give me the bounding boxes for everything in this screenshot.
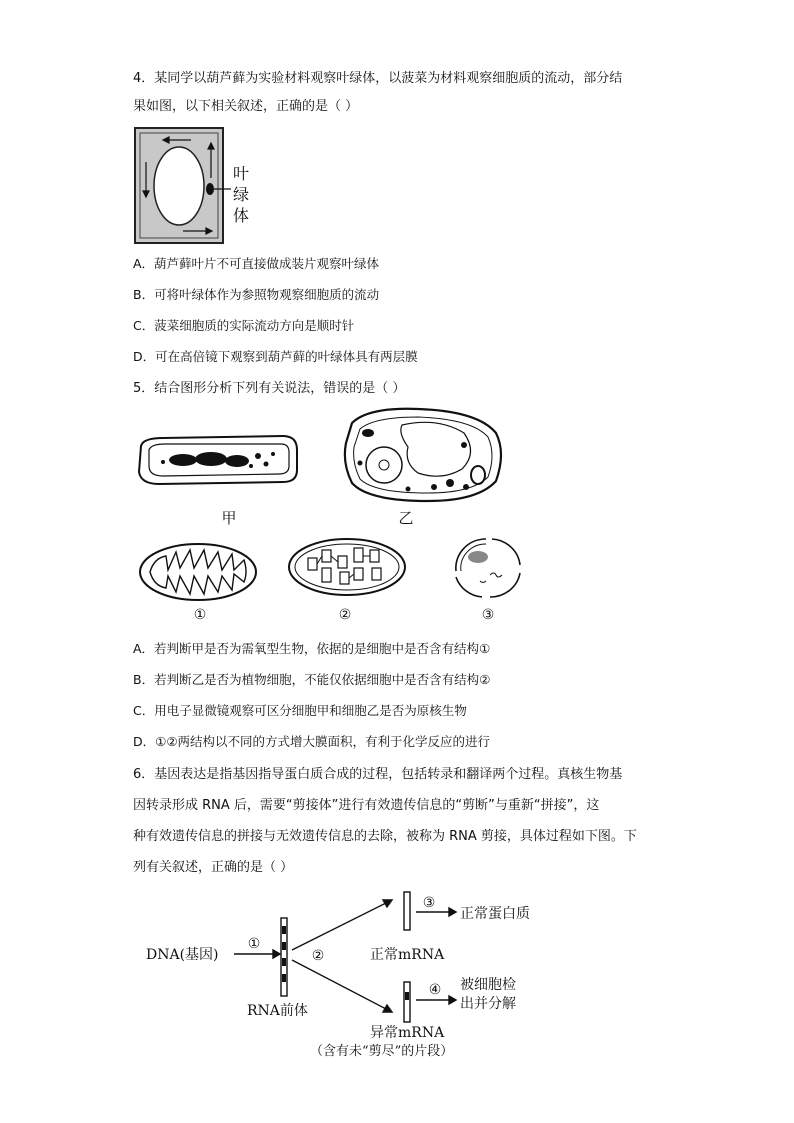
q6-stem-line1: 6．基因表达是指基因指导蛋白质合成的过程，包括转录和翻译两个过程。真核生物基: [133, 767, 623, 782]
diagram-step4: ④: [428, 982, 442, 998]
vacuole: [154, 147, 204, 225]
chloroplast-structure-figure: [286, 536, 408, 598]
q6-stem-line3: 种有效遗传信息的拼接与无效遗传信息的去除，被称为 RNA 剪接，具体过程如下图。下: [133, 829, 637, 844]
q4-option-a: A．葫芦藓叶片不可直接做成装片观察叶绿体: [133, 256, 380, 271]
q5-option-c: C．用电子显微镜观察可区分细胞甲和细胞乙是否为原核生物: [133, 703, 467, 718]
q4-option-c: C．菠菜细胞质的实际流动方向是顺时针: [133, 318, 355, 333]
label-structure-3: ③: [481, 607, 495, 623]
q6-stem-line4: 列有关叙述，正确的是（ ）: [133, 860, 294, 875]
mitochondrion-figure: [136, 540, 260, 604]
q5-option-a: A．若判断甲是否为需氧型生物，依据的是细胞中是否含有结构①: [133, 641, 491, 656]
q4-stem-line1: 4．某同学以葫芦藓为实验材料观察叶绿体，以菠菜为材料观察细胞质的流动，部分结: [133, 71, 623, 86]
label-jia: 甲: [221, 509, 237, 527]
cell-jia-figure: [133, 432, 303, 492]
diagram-step2: ②: [311, 948, 325, 964]
q5-option-b: B．若判断乙是否为植物细胞，不能仅依据细胞中是否含有结构②: [133, 672, 491, 687]
diagram-abnormal-note: （含有未“剪尽”的片段）: [310, 1044, 454, 1059]
diagram-normal-mrna: 正常mRNA: [370, 947, 445, 963]
chloroplast: [206, 183, 214, 195]
diagram-normal-protein: 正常蛋白质: [460, 906, 530, 922]
q5-option-d: D．①②两结构以不同的方式增大膜面积，有利于化学反应的进行: [133, 734, 491, 749]
q4-stem-line2: 果如图，以下相关叙述，正确的是（ ）: [133, 99, 359, 114]
label-structure-1: ①: [193, 607, 207, 623]
diagram-step3: ③: [422, 895, 436, 911]
diagram-dna-label: DNA(基因): [146, 947, 219, 963]
diagram-degrade-label: 被细胞检 出并分解: [460, 977, 516, 1012]
diagram-step1: ①: [247, 936, 261, 952]
label-yi: 乙: [398, 509, 414, 527]
diagram-abnormal-mrna: 异常mRNA: [370, 1025, 445, 1041]
cell-yi-figure: [338, 403, 508, 505]
diagram-rna-precursor: RNA前体: [247, 1003, 308, 1019]
q4-option-b: B．可将叶绿体作为参照物观察细胞质的流动: [133, 287, 380, 302]
q4-option-d: D．可在高倍镜下观察到葫芦藓的叶绿体具有两层膜: [133, 349, 418, 364]
label-structure-2: ②: [338, 607, 352, 623]
q5-stem: 5．结合图形分析下列有关说法，错误的是（ ）: [133, 381, 406, 396]
q6-stem-line2: 因转录形成 RNA 后，需要“剪接体”进行有效遗传信息的“剪断”与重新“拼接”，这: [133, 798, 600, 813]
chloroplast-label: 叶 绿 体: [233, 164, 250, 225]
nucleus-figure: [450, 535, 526, 601]
